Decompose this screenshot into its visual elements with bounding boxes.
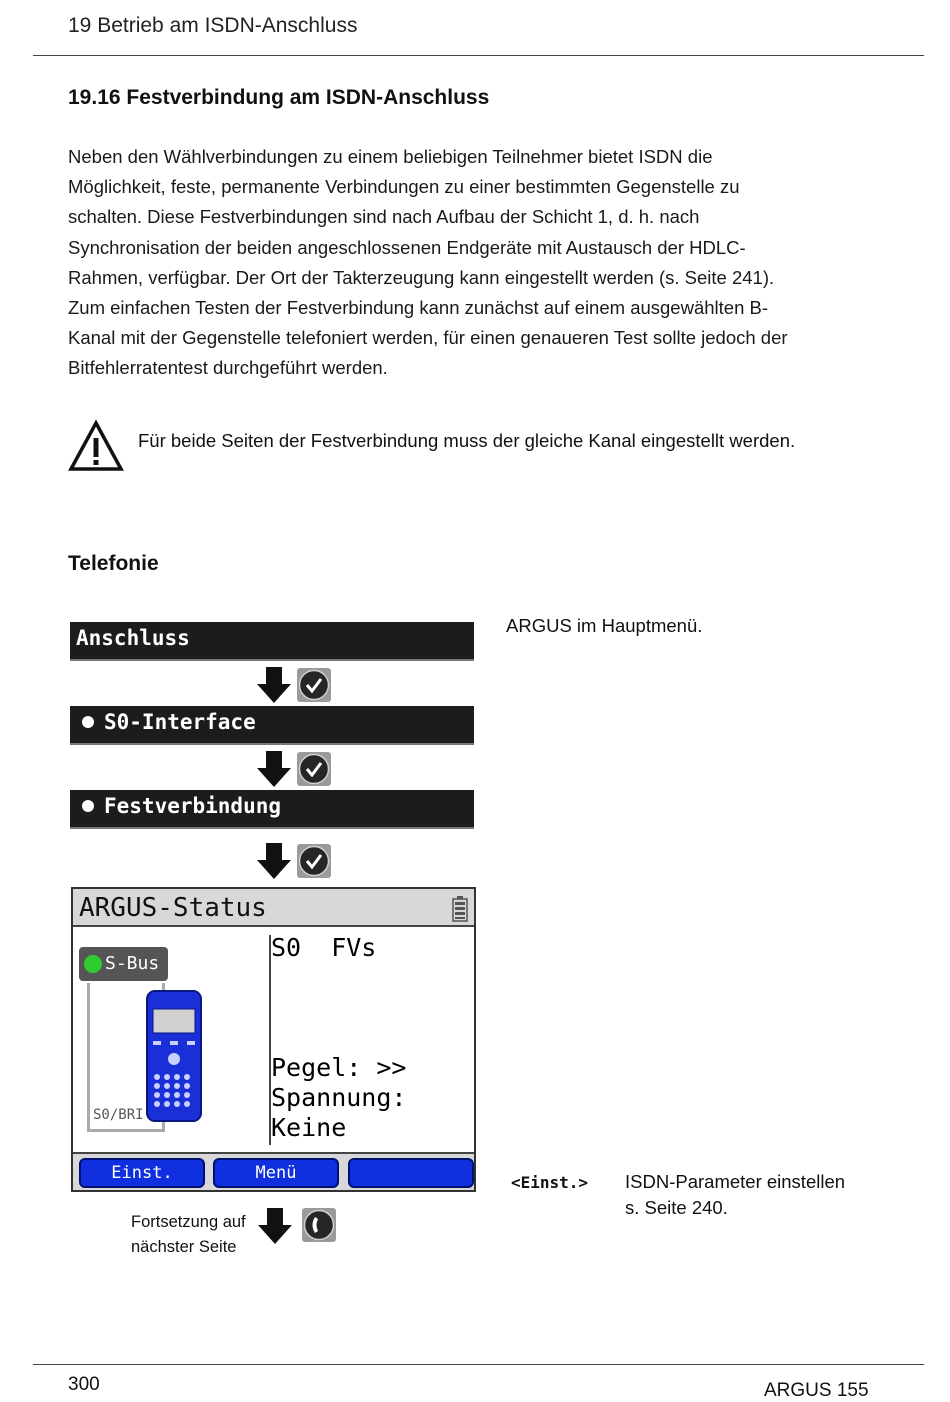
- body-line: Zum einfachen Testen der Festverbindung kann zunächst auf einem ausgewählten B-: [68, 297, 769, 319]
- softkey-menu-button[interactable]: Menü: [213, 1158, 339, 1188]
- ok-key-icon: [297, 844, 331, 878]
- phone-key-icon: [302, 1208, 336, 1242]
- arrow-down-icon: [257, 843, 291, 879]
- menu-item-anschluss[interactable]: [70, 622, 474, 661]
- menu-item-label: S0-Interface: [104, 710, 256, 734]
- einst-page-reference: s. Seite 240.: [625, 1197, 728, 1218]
- body-line: Neben den Wählverbindungen zu einem beliebigen Teilnehmer bietet ISDN die: [68, 146, 713, 167]
- softkey-einst-button[interactable]: Einst.: [79, 1158, 205, 1188]
- arrow-down-icon: [257, 751, 291, 787]
- screen-title: [73, 889, 474, 927]
- softkey-empty-button[interactable]: [348, 1158, 474, 1188]
- body-paragraph: [68, 142, 868, 384]
- arrow-down-icon: [258, 1208, 292, 1244]
- body-line: schalten. Diese Festverbindungen sind nach Aufbau der Schicht 1, d. h. nach: [68, 206, 700, 228]
- product-name: ARGUS 155: [764, 1380, 869, 1401]
- body-line: Möglichkeit, feste, permanente Verbindungen zu einer bestimmten Gegenstelle zu: [68, 176, 740, 198]
- caption-main-menu: ARGUS im Hauptmenü.: [506, 615, 703, 636]
- menu-item-label: Festverbindung: [104, 794, 282, 818]
- arrow-down-icon: [257, 667, 291, 703]
- port-label: S0/BRI: [93, 1107, 144, 1123]
- screen-title-text: ARGUS-Status: [79, 893, 267, 923]
- screen-line-level: Pegel: >>: [271, 1053, 407, 1082]
- menu-item-festverbindung[interactable]: [70, 790, 474, 829]
- screen-line-voltage-value: Keine: [271, 1113, 347, 1142]
- battery-icon: [452, 896, 468, 922]
- einst-description: ISDN-Parameter einstellen: [625, 1171, 846, 1192]
- page-number: 300: [68, 1374, 100, 1395]
- screen-line-voltage: Spannung:: [271, 1083, 407, 1112]
- warning-icon: [68, 420, 124, 472]
- body-line: Rahmen, verfügbar. Der Ort der Takterzeugung kann eingestellt werden (s. Seite 241).: [68, 266, 775, 288]
- footer-rule: [33, 1364, 924, 1365]
- bullet-icon: [82, 800, 94, 812]
- screen-line-interface: S0 FVs: [271, 933, 377, 962]
- key-reference-einst: <Einst.>: [511, 1173, 589, 1192]
- ok-key-icon: [297, 668, 331, 702]
- running-header: 19 Betrieb am ISDN-Anschluss: [68, 14, 358, 37]
- header-rule: [33, 55, 924, 56]
- warning-text: Für beide Seiten der Festverbindung muss der gleiche Kanal eingestellt werden.: [138, 430, 796, 451]
- s-bus-badge: [79, 947, 168, 981]
- body-line: Bitfehlerratentest durchgeführt werden.: [68, 357, 388, 379]
- menu-item-label: Anschluss: [76, 626, 190, 650]
- section-title: 19.16 Festverbindung am ISDN-Anschluss: [68, 86, 490, 109]
- status-led-icon: [84, 955, 102, 973]
- device-screen: [71, 887, 476, 1192]
- ok-key-icon: [297, 752, 331, 786]
- menu-item-s0-interface[interactable]: [70, 706, 474, 745]
- continuation-note: [131, 1210, 246, 1260]
- s-bus-label: S-Bus: [105, 953, 160, 974]
- softkey-bar: [73, 1152, 474, 1190]
- body-line: Kanal mit der Gegenstelle telefoniert werden, für einen genaueren Test sollte jedoch der: [68, 327, 788, 349]
- body-line: Synchronisation der beiden angeschlossenen Endgeräte mit Austausch der HDLC-: [68, 236, 746, 258]
- argus-device-icon: [143, 989, 205, 1123]
- continuation-line: Fortsetzung auf: [131, 1213, 246, 1231]
- continuation-line: nächster Seite: [131, 1238, 237, 1256]
- bullet-icon: [82, 716, 94, 728]
- subsection-title: Telefonie: [68, 552, 159, 575]
